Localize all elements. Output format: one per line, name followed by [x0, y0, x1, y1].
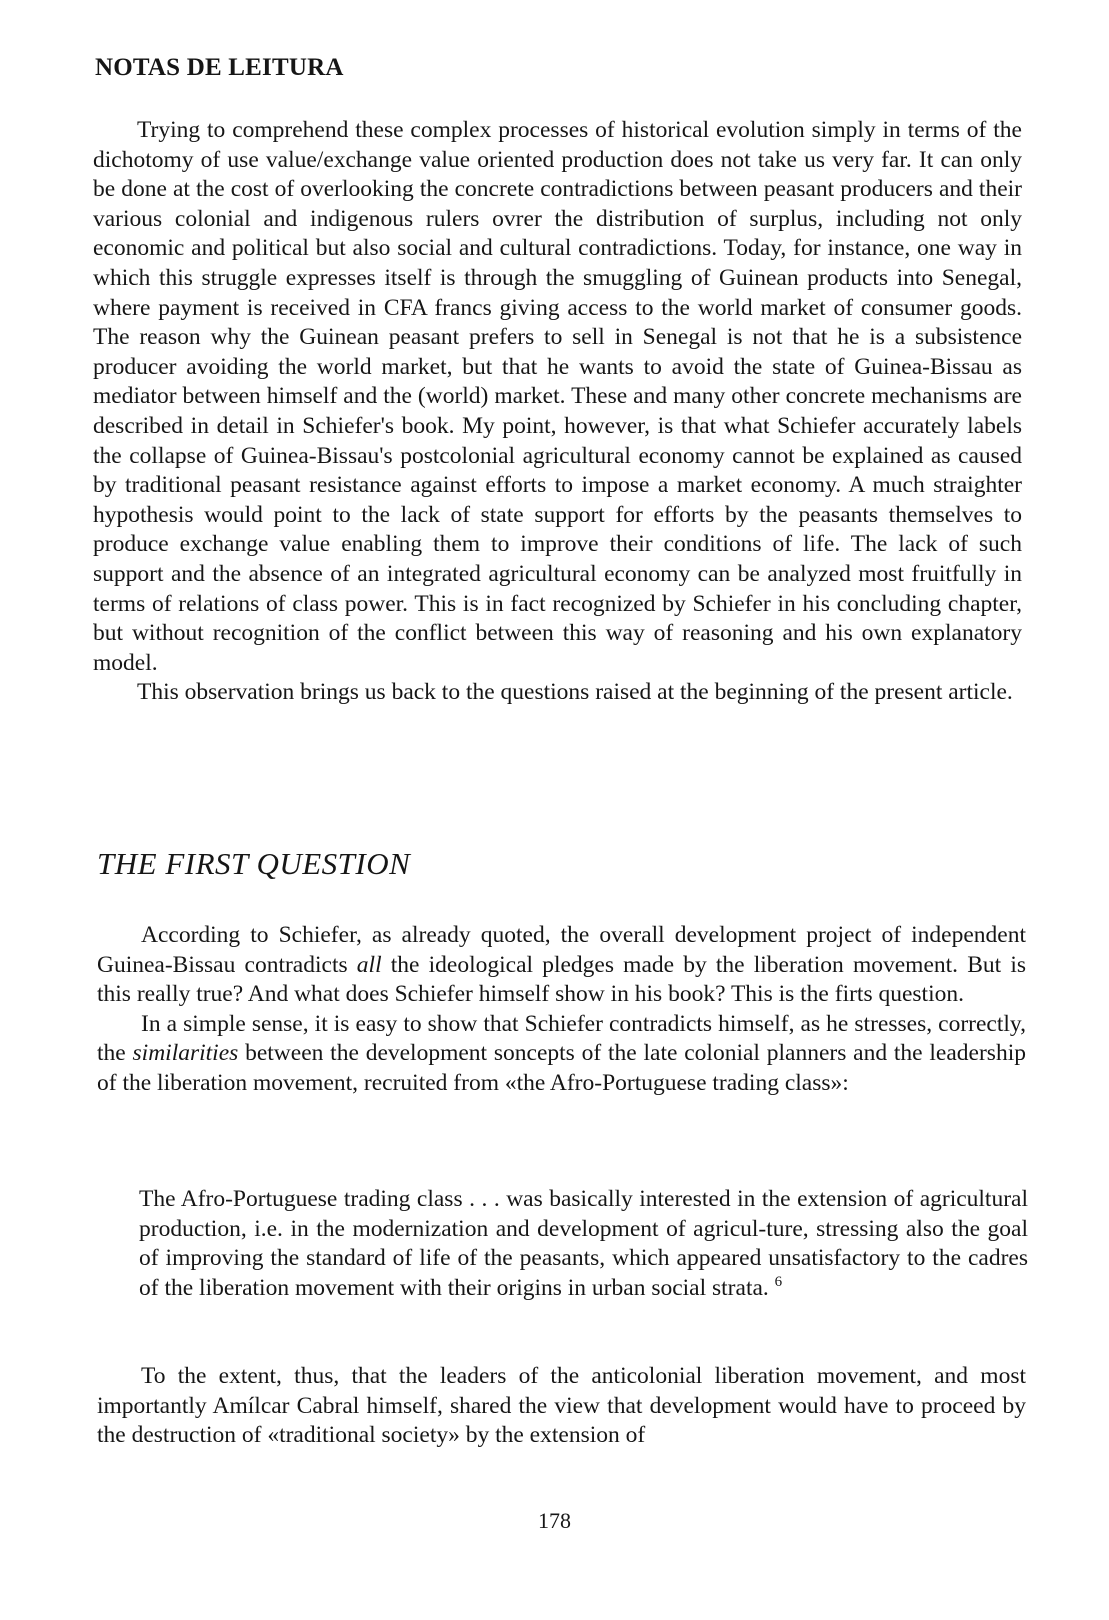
paragraph: This observation brings us back to the questions raised at the beginning of the present article.	[137, 679, 1013, 706]
running-header: NOTAS DE LEITURA	[95, 54, 344, 81]
quote-text: The Afro-Portuguese trading class . . . was basically interested in the extension of agricultural production, i.e. in the modernization and development of agricul-ture, stressing also the goal of improving the standard of life of the peasants, which appeared unsatisfactory to the cadres of the liberation movement with their origins in urban social strata. $^6$	[139, 1186, 1028, 1301]
body-text-section	[97, 921, 1026, 1099]
paragraph: In a simple sense, it is easy to show that Schiefer contradicts himself, as he stresses, correctly, the similarities between the development soncepts of the late colonial planners and the leadership of the liberation movement, recruited from «the Afro-Portuguese trading class»:	[97, 1010, 1026, 1096]
paragraph: Trying to comprehend these complex processes of historical evolution simply in terms of the dichotomy of use value/exchange value oriented production does not take us very far. It can only be done at the cost of overlooking the concrete contradictions between peasant producers and their various colonial and indigenous rulers ovrer the distribution of surplus, including not only economic and political but also social and cultural contradictions. Today, for instance, one way in which this struggle expresses itself is through the smuggling of Guinean products into Senegal, where payment is received in CFA francs giving access to the world market of consumer goods. The reason why the Guinean peasant prefers to sell in Senegal is not that he is a subsistence producer avoiding the world market, but that he wants to avoid the state of Guinea-Bissau as mediator between himself and the (world) market. These and many other concrete mechanisms are described in detail in Schiefer's book. My point, however, is that what Schiefer accurately labels the collapse of Guinea-Bissau's postcolonial agricultural economy cannot be explained as caused by traditional peasant resistance against efforts to impose a market economy. A much straighter hypothesis would point to the lack of state support for efforts by the peasants themselves to produce exchange value enabling them to improve their conditions of life. The lack of such support and the absence of an integrated agricultural economy can be analyzed most fruitfully in terms of relations of class power. This is in fact recognized by Schiefer in his concluding chapter, but without recognition of the conflict between this way of reasoning and his own explanatory model.	[93, 117, 1022, 676]
block-quote	[139, 1185, 1028, 1303]
body-text-top	[93, 116, 1022, 708]
paragraph: To the extent, thus, that the leaders of the anticolonial liberation movement, and most importantly Amílcar Cabral himself, shared the view that development would have to proceed by the destruction of «traditional society» by the extension of	[97, 1363, 1026, 1449]
page-number: 178	[538, 1508, 571, 1533]
footnote-marker: 6	[774, 1273, 783, 1290]
body-text-bottom	[97, 1362, 1026, 1451]
section-title: THE FIRST QUESTION	[97, 846, 411, 881]
emphasis: all	[356, 951, 382, 978]
paragraph: According to Schiefer, as already quoted, the overall development project of independent Guinea-Bissau contradicts all the ideological pledges made by the liberation movement. But is this really true? And what does Schiefer himself show in his book? This is the firts question.	[97, 922, 1026, 1008]
emphasis: similarities	[132, 1040, 239, 1067]
